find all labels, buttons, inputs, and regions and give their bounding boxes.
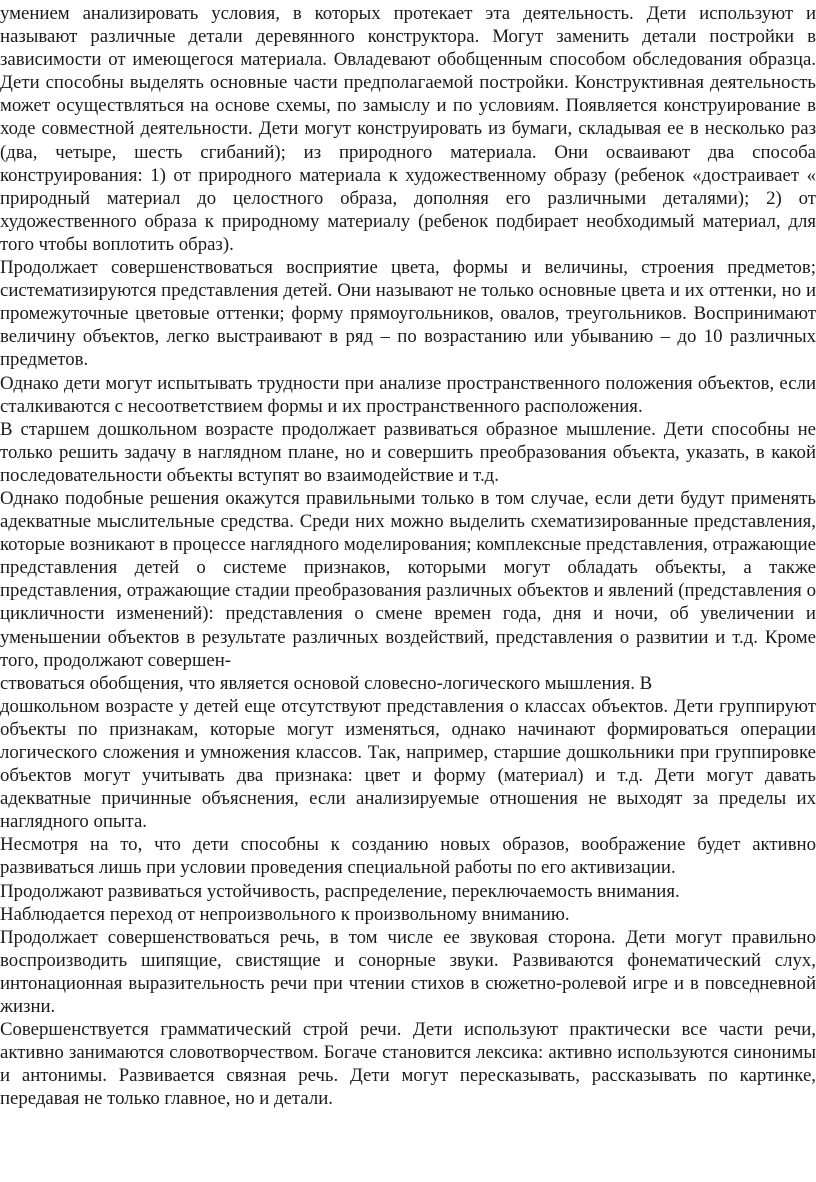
paragraph-thinking-tools: Однако подобные решения окажутся правильными только в том случае, если дети будут применять адекватные мыслительные средства. Среди них можно выделить схематизированные представления, которые возникают в процессе наглядного моделирования; комплексные представления, отражающие представления детей о системе признаков, которыми могут обладать объекты, а также представления, отражающие стадии преобразования различных объектов и явлений (представления о цикличности изменений): представления о смене времен года, дня и ночи, об увеличении и уменьшении объектов в результате различных воздействий, представления о развитии и т.д. Кроме того, продолжают совершен- bbox=[0, 487, 816, 671]
paragraph-attention-transition: Наблюдается переход от непроизвольного к произвольному вниманию. bbox=[0, 903, 570, 925]
paragraph-construction: умением анализировать условия, в которых протекает эта деятельность. Дети используют и называют различные детали деревянного конструктора. Могут заменить детали постройки в зависимости от имеющегося материала. Овладевают обобщенным способом обследования образца. Дети способны выделять основные части предполагаемой постройки. Конструктивная деятельность может осуществляться на основе схемы, по замыслу и по условиям. Появляется конструирование в ходе совместной деятельности. Дети могут конструировать из бумаги, складывая ее в несколько раз (два, четыре, шесть сгибаний); из природного материала. Они осваивают два способа конструирования: 1) от природного материала к художественному образу (ребенок «достраивает « природный материал до целостного образа, дополняя его различными деталями); 2) от художественного образа к природному материалу (ребенок подбирает необходимый материал, для того чтобы воплотить образ). bbox=[0, 3, 816, 255]
paragraph-grammar: Совершенствуется грамматический строй речи. Дети используют практически все части речи, активно занимаются словотворчеством. Богаче становится лексика: активно используются синонимы и антонимы. Развивается связная речь. Дети могут пересказывать, рассказывать по картинке, передавая не только главное, но и детали. bbox=[0, 1019, 816, 1110]
paragraph-speech-sounds: Продолжает совершенствоваться речь, в том числе ее звуковая сторона. Дети могут правильно воспроизводить шипящие, свистящие и сонорные звуки. Развиваются фонематический слух, интонационная выразительность речи при чтении стихов в сюжетно-ролевой игре и в повседневной жизни. bbox=[0, 926, 816, 1018]
document-body bbox=[0, 2, 816, 1111]
paragraph-classes: дошкольном возрасте у детей еще отсутствуют представления о классах объектов. Дети группируют объекты по признакам, которые могут изменяться, однако начинают формироваться операции логического сложения и умножения классов. Так, например, старшие дошкольники при группировке объектов могут учитывать два признака: цвет и форму (материал) и т.д. Дети могут давать адекватные причинные объяснения, если анализируемые отношения не выходят за пределы их наглядного опыта. bbox=[0, 695, 816, 833]
paragraph-imaginative-thinking: В старшем дошкольном возрасте продолжает развиваться образное мышление. Дети способны не только решить задачу в наглядном плане, но и совершить преобразования объекта, указать, в какой последовательности объекты вступят во взаимодействие и т.д. bbox=[0, 418, 816, 486]
paragraph-generalization: ствоваться обобщения, что является основой словесно-логического мышления. В bbox=[0, 672, 653, 694]
paragraph-attention-properties: Продолжают развиваться устойчивость, распределение, переключаемость внимания. bbox=[0, 880, 680, 902]
paragraph-spatial: Однако дети могут испытывать трудности при анализе пространственного положения объектов, если сталкиваются с несоответствием формы и их пространственного расположения. bbox=[0, 372, 816, 417]
paragraph-imagination: Несмотря на то, что дети способны к созданию новых образов, воображение будет активно развиваться лишь при условии проведения специальной работы по его активизации. bbox=[0, 834, 816, 879]
paragraph-perception: Продолжает совершенствоваться восприятие цвета, формы и величины, строения предметов; систематизируются представления детей. Они называют не только основные цвета и их оттенки, но и промежуточные цветовые оттенки; форму прямоугольников, овалов, треугольников. Воспринимают величину объектов, легко выстраивают в ряд – по возрастанию или убыванию – до 10 различных предметов. bbox=[0, 257, 816, 371]
